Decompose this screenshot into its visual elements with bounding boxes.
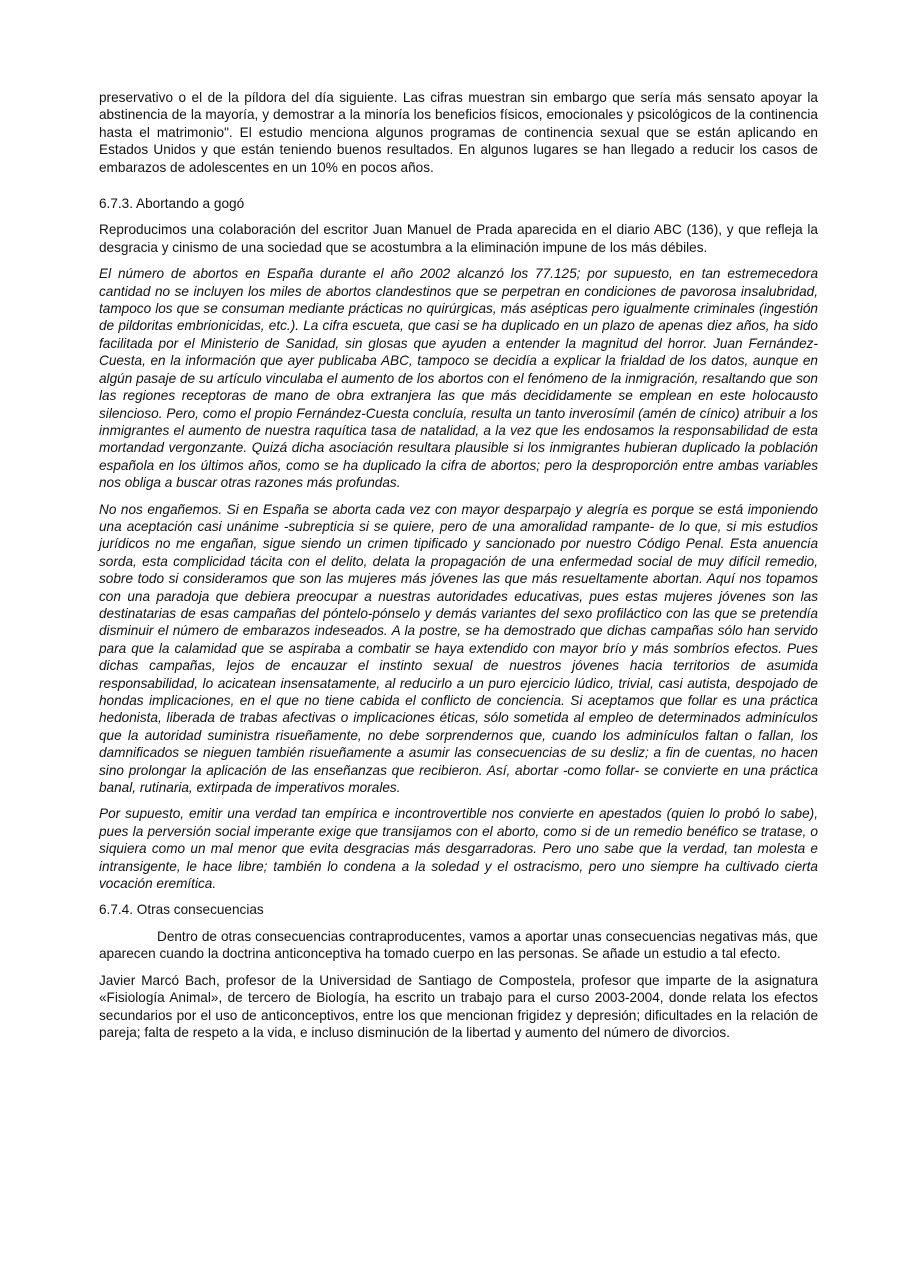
- quoted-paragraph-2: No nos engañemos. Si en España se aborta cada vez con mayor desparpajo y alegría es porque se está imponiendo una aceptación casi unánime -subrepticia si se quiere, pero de una amoralidad rampante- de lo que, si mis estudios jurídicos no me engañan, sigue siendo un crimen tipificado y sancionado por nuestro Código Penal. Esta anuencia sorda, esta complicidad tácita con el delito, delata la propagación de una enfermedad social de muy difícil remedio, sobre todo si consideramos que son las mujeres más jóvenes las que más resueltamente abortan. Aquí nos topamos con una paradoja que debiera preocupar a nuestras autoridades educativas, pues estas mujeres jóvenes son las destinatarias de esas campañas del póntelo-pónselo y demás variantes del sexo profiláctico con las que se pretendía disminuir el número de embarazos indeseados. A la postre, se ha demostrado que dichas campañas sólo han servido para que la calamidad que se aspiraba a combatir se haya extendido con mayor brío y más sombríos efectos. Pues dichas campañas, lejos de encauzar el instinto sexual de nuestros jóvenes hacia territorios de asumida responsabilidad, lo acicatean insensatamente, al reducirlo a un puro ejercicio lúdico, trivial, casi autista, despojado de hondas implicaciones, en el que no tiene cabida el conflicto de conciencia. Si aceptamos que follar es una práctica hedonista, liberada de trabas afectivas o implicaciones éticas, sólo sometida al empleo de determinados adminículos que la autoridad suministra risueñamente, no debe sorprendernos que, cuando los adminículos faltan o fallan, los damnificados se nieguen también risueñamente a asumir las consecuencias de su desliz; a fin de cuentas, no hacen sino prolongar la aplicación de las enseñanzas que recibieron. Así, abortar -como follar- se convierte en una práctica banal, rutinaria, extirpada de imperativos morales.: [99, 501, 818, 796]
- quoted-paragraph-3: Por supuesto, emitir una verdad tan empírica e incontrovertible nos convierte en apestados (quien lo probó lo sabe), pues la perversión social imperante exige que transijamos con el aborto, como si de un remedio benéfico se tratase, o siquiera como un mal menor que evita desgracias más desgarradoras. Pero uno sabe que la verdad, tan molesta e intransigente, le hace libre; también lo condena a la soledad y el ostracismo, pero uno siempre ha cultivado cierta vocación eremítica.: [99, 806, 818, 892]
- section-intro-6-7-4: Dentro de otras consecuencias contraproducentes, vamos a aportar unas consecuencias negativas más, que aparecen cuando la doctrina anticonceptiva ha tomado cuerpo en las personas. Se añade un estudio a tal efecto.: [99, 928, 818, 962]
- document-page: [99, 89, 818, 1050]
- quoted-paragraph-1: El número de abortos en España durante el año 2002 alcanzó los 77.125; por supuesto, en tan estremecedora cantidad no se incluyen los miles de abortos clandestinos que se perpetran en condiciones de pavorosa insalubridad, tampoco los que se consuman mediante prácticas no quirúrgicas, más asépticas pero igualmente criminales (ingestión de pildoritas embrionicidas, etc.). La cifra escueta, que casi se ha duplicado en un plazo de apenas diez años, ha sido facilitada por el Ministerio de Sanidad, sin glosas que ayuden a entender la magnitud del horror. Juan Fernández-Cuesta, en la información que ayer publicaba ABC, tampoco se decidía a explicar la frialdad de los datos, aunque en algún pasaje de su artículo vinculaba el aumento de los abortos con el fenómeno de la inmigración, resaltando que son las regiones receptoras de mano de obra extranjera las que más decididamente se emplean en este holocausto silencioso. Pero, como el propio Fernández-Cuesta concluía, resulta un tanto inverosímil (amén de cínico) atribuir a los inmigrantes el aumento de nuestra raquítica tasa de natalidad, a la vez que les endosamos la responsabilidad de esta mortandad vergonzante. Quizá dicha asociación resultara plausible si los inmigrantes hubieran duplicado la población española en los últimos años, como se ha duplicado la cifra de abortos; pero la desproporción entre ambas variables nos obliga a buscar otras razones más profundas.: [99, 266, 818, 491]
- section-heading-6-7-4: 6.7.4. Otras consecuencias: [99, 902, 264, 918]
- section-intro-6-7-3: Reproducimos una colaboración del escritor Juan Manuel de Prada aparecida en el diario ABC (136), y que refleja la desgracia y cinismo de una sociedad que se acostumbra a la eliminación impune de los más débiles.: [99, 222, 818, 255]
- section-heading-6-7-3: 6.7.3. Abortando a gogó: [99, 196, 245, 212]
- continued-paragraph: preservativo o el de la píldora del día siguiente. Las cifras muestran sin embargo que sería más sensato apoyar la abstinencia de la mayoría, y demostrar a la minoría los beneficios físicos, emocionales y psicológicos de la continencia hasta el matrimonio". El estudio menciona algunos programas de continencia sexual que se están aplicando en Estados Unidos y que están teniendo buenos resultados. En algunos lugares se han llegado a reducir los casos de embarazos de adolescentes en un 10% en pocos años.: [99, 90, 818, 175]
- section-paragraph-6-7-4: Javier Marcó Bach, profesor de la Universidad de Santiago de Compostela, profesor que imparte de la asignatura «Fisiología Animal», de tercero de Biología, ha escrito un trabajo para el curso 2003-2004, donde relata los efectos secundarios por el uso de anticonceptivos, entre los que mencionan frigidez y depresión; dificultades en la relación de pareja; falta de respeto a la vida, e incluso disminución de la libertad y aumento del número de divorcios.: [99, 972, 818, 1040]
